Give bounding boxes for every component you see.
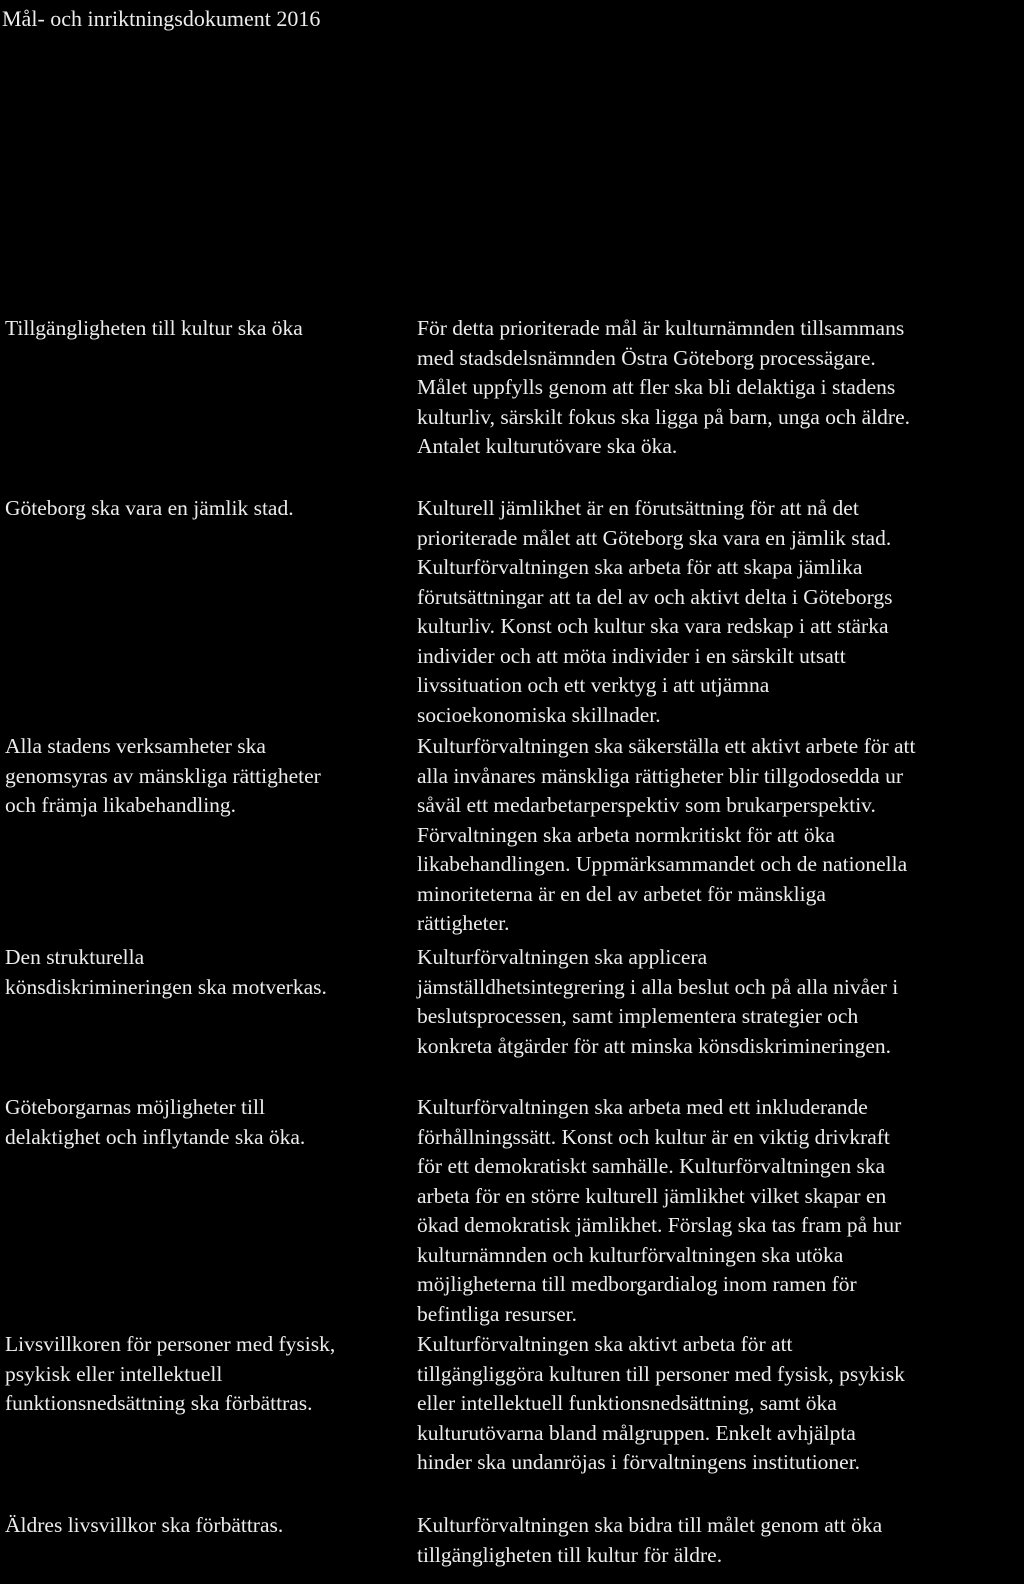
description-line: livssituation och ett verktyg i att utjämna	[417, 673, 770, 697]
description-line: tillgängliggöra kulturen till personer med fysisk, psykisk	[417, 1361, 905, 1386]
description-line: Målet uppfylls genom att fler ska bli delaktiga i stadens	[417, 375, 896, 399]
description-line: för ett demokratiskt samhälle. Kulturförvaltningen ska	[417, 1154, 886, 1178]
goal-text	[5, 943, 397, 1002]
goal-line: Den strukturella	[5, 945, 145, 969]
goal-line: delaktighet och inflytande ska öka.	[5, 1124, 306, 1149]
description-line: hinder ska undanröjas i förvaltningens institutioner.	[417, 1450, 861, 1474]
description-line: Kulturförvaltningen ska arbeta med ett inkluderande	[417, 1095, 868, 1119]
description-line: individer och att möta individer i en särskilt utsatt	[417, 643, 846, 668]
description-line: jämställdhetsintegrering i alla beslut och på alla nivåer i	[417, 974, 899, 999]
goal-line: Alla stadens verksamheter ska	[5, 734, 266, 758]
goal-line: Tillgängligheten till kultur ska öka	[5, 316, 303, 340]
description-line: förutsättningar att ta del av och aktivt delta i Göteborgs	[417, 584, 893, 609]
description-line: Kulturförvaltningen ska arbeta för att skapa jämlika	[417, 555, 863, 579]
description-line: kulturnämnden och kulturförvaltningen ska utöka	[417, 1242, 844, 1267]
description-line: befintliga resurser.	[417, 1301, 578, 1326]
goal-line: Äldres livsvillkor ska förbättras.	[5, 1513, 284, 1537]
description-line: kulturliv, särskilt fokus ska ligga på barn, unga och äldre.	[417, 404, 910, 429]
description-line: beslutsprocessen, samt implementera strategier och	[417, 1004, 859, 1028]
description-line: förhållningssätt. Konst och kultur är en viktig drivkraft	[417, 1124, 890, 1149]
goal-line: Göteborgarnas möjligheter till	[5, 1095, 265, 1119]
goal-description	[417, 314, 1017, 462]
description-line: Kulturförvaltningen ska aktivt arbeta för att	[417, 1332, 793, 1356]
goal-line: genomsyras av mänskliga rättigheter	[5, 763, 321, 788]
description-line: eller intellektuell funktionsnedsättning, samt öka	[417, 1391, 837, 1415]
description-line: Antalet kulturutövare ska öka.	[417, 434, 678, 458]
description-line: alla invånares mänskliga rättigheter blir tillgodosedda ur	[417, 763, 903, 788]
goal-line: Göteborg ska vara en jämlik stad.	[5, 496, 294, 520]
goal-line: könsdiskrimineringen ska motverkas.	[5, 974, 327, 999]
description-line: socioekonomiska skillnader.	[417, 702, 661, 727]
description-line: För detta prioriterade mål är kulturnämnden tillsammans	[417, 316, 905, 340]
description-line: med stadsdelsnämnden Östra Göteborg processägare.	[417, 345, 876, 370]
goal-text	[5, 1511, 397, 1541]
description-line: Förvaltningen ska arbeta normkritiskt för att öka	[417, 822, 835, 847]
goal-text	[5, 1330, 397, 1419]
goal-description	[417, 1511, 1017, 1570]
description-line: likabehandlingen. Uppmärksammandet och de nationella	[417, 852, 908, 876]
goal-line: Livsvillkoren för personer med fysisk,	[5, 1332, 336, 1356]
goal-line: funktionsnedsättning ska förbättras.	[5, 1391, 313, 1415]
description-line: konkreta åtgärder för att minska könsdiskrimineringen.	[417, 1033, 892, 1058]
description-line: Kulturförvaltningen ska applicera	[417, 945, 708, 969]
goal-description	[417, 943, 1017, 1061]
description-line: Kulturell jämlikhet är en förutsättning för att nå det	[417, 496, 859, 520]
description-line: tillgängligheten till kultur för äldre.	[417, 1542, 723, 1567]
goal-description	[417, 1093, 1017, 1329]
description-line: rättigheter.	[417, 911, 510, 935]
goal-description	[417, 494, 1017, 730]
goal-text	[5, 494, 397, 524]
goal-description	[417, 732, 1017, 939]
description-line: kulturutövarna bland målgruppen. Enkelt avhjälpta	[417, 1420, 856, 1445]
goal-line: psykisk eller intellektuell	[5, 1361, 223, 1386]
goal-text	[5, 314, 397, 344]
description-line: minoriteterna är en del av arbetet för mänskliga	[417, 881, 826, 906]
goal-text	[5, 732, 397, 821]
description-line: prioriterade målet att Göteborg ska vara en jämlik stad.	[417, 525, 892, 550]
description-line: kulturliv. Konst och kultur ska vara redskap i att stärka	[417, 614, 889, 638]
description-line: ökad demokratisk jämlikhet. Förslag ska tas fram på hur	[417, 1213, 902, 1237]
description-line: såväl ett medarbetarperspektiv som brukarperspektiv.	[417, 793, 876, 817]
goal-line: och främja likabehandling.	[5, 793, 237, 817]
document-header: Mål- och inriktningsdokument 2016	[2, 6, 321, 31]
description-line: arbeta för en större kulturell jämlikhet vilket skapar en	[417, 1183, 887, 1208]
goal-description	[417, 1330, 1017, 1478]
description-line: Kulturförvaltningen ska säkerställa ett aktivt arbete för att	[417, 734, 916, 758]
goal-text	[5, 1093, 397, 1152]
description-line: Kulturförvaltningen ska bidra till målet genom att öka	[417, 1513, 883, 1537]
description-line: möjligheterna till medborgardialog inom ramen för	[417, 1272, 857, 1296]
